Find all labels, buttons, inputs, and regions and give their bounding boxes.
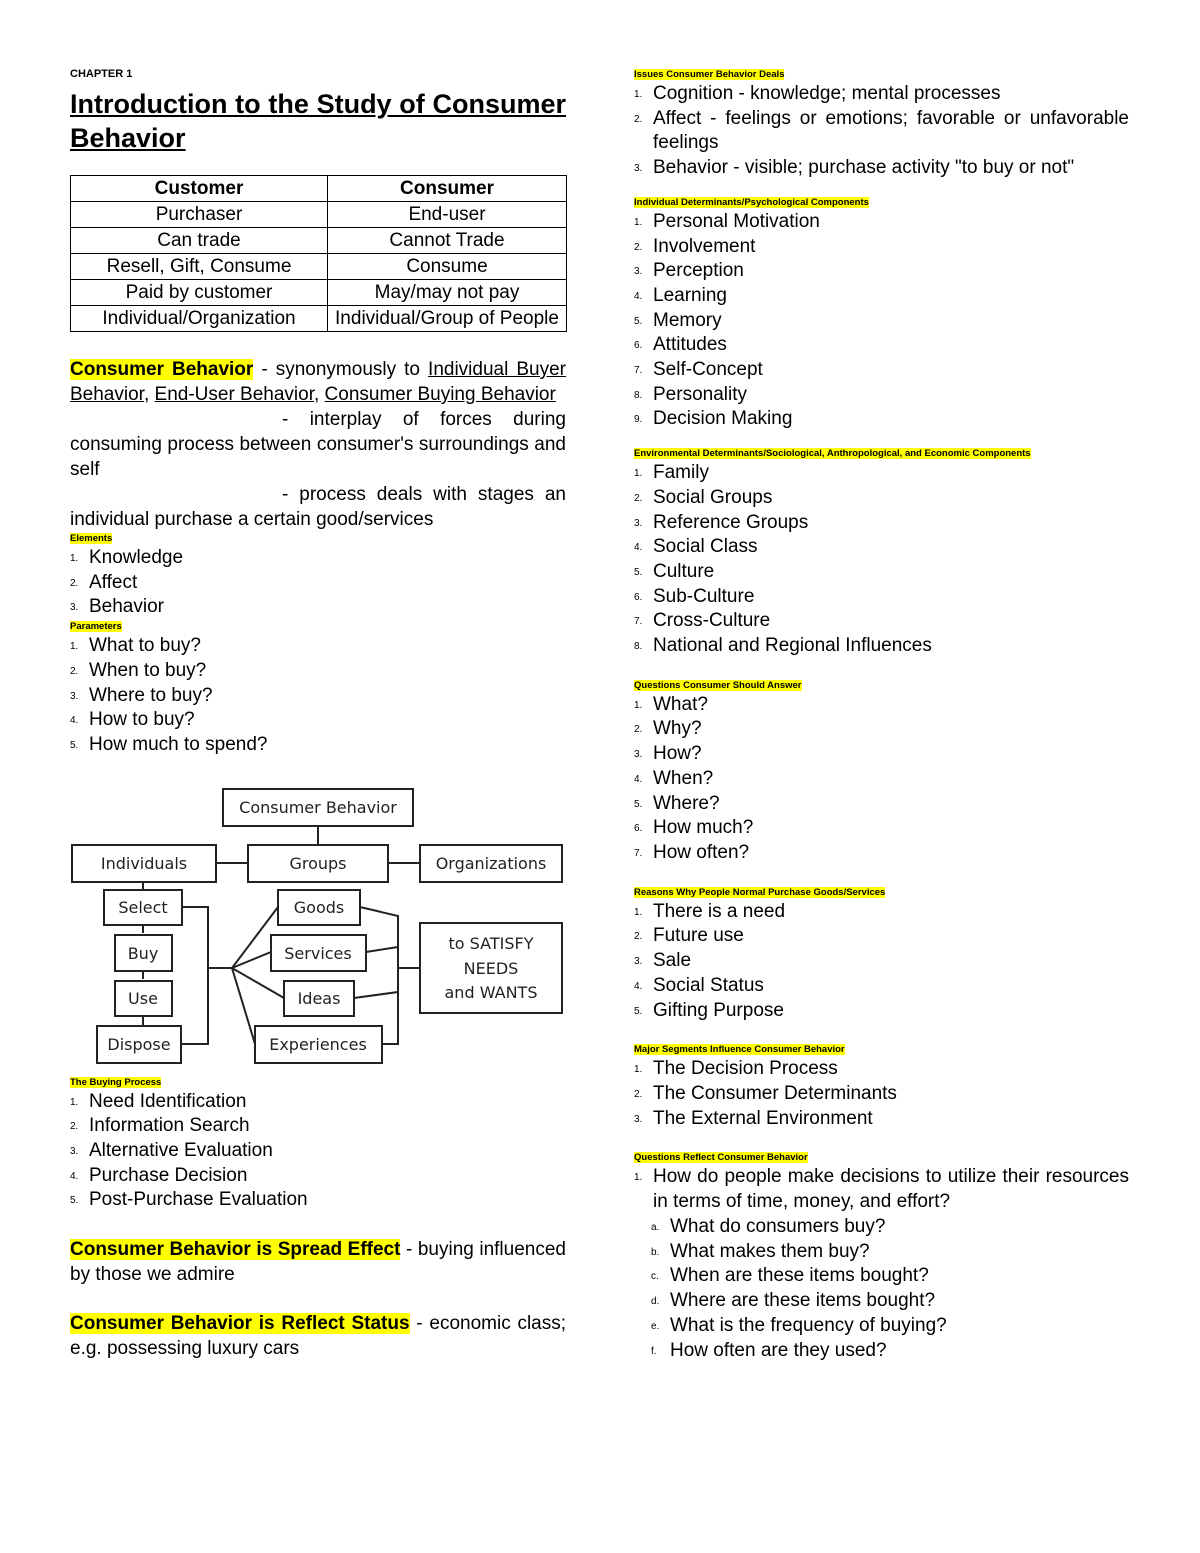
separator: , <box>143 384 155 405</box>
list-item-text: What to buy? <box>89 635 201 657</box>
list-item-text: Behavior - visible; purchase activity "to buy or not" <box>653 157 1075 179</box>
page-title: Introduction to the Study of Consumer Behavior <box>70 89 566 153</box>
list-item: 2. The Consumer Determinants <box>634 1082 897 1104</box>
list-item: 6. Attitudes <box>634 334 727 356</box>
list-item-text: There is a need <box>653 900 786 922</box>
reasons-list <box>634 900 1129 1024</box>
table-cell: Individual/Organization <box>71 306 328 332</box>
reasons-heading <box>634 886 1129 900</box>
table-cell: Cannot Trade <box>328 228 567 254</box>
table-row <box>71 280 567 306</box>
list-item-text: Purchase Decision <box>89 1164 248 1186</box>
issues-heading <box>634 68 1129 82</box>
list-item: d. Where are these items bought? <box>651 1290 936 1312</box>
definition-paragraph <box>70 357 566 407</box>
list-item: 4. How to buy? <box>70 709 195 731</box>
questions-reflect-heading <box>634 1151 1129 1165</box>
list-item: 2. Affect <box>70 571 138 593</box>
list-item-text: How much? <box>653 817 754 839</box>
list-item: 2. Information Search <box>70 1115 250 1137</box>
heading-text: Elements <box>70 533 113 544</box>
list-item-text: Affect - feelings or emotions; favorable or unfavorable feelings <box>653 107 1129 154</box>
list-item-text: When? <box>653 767 714 789</box>
heading-text: Questions Reflect Consumer Behavior <box>634 1152 808 1164</box>
list-item: 3. Perception <box>634 260 744 282</box>
synonym-3: Consumer Buying Behavior <box>324 384 556 405</box>
table-cell: Can trade <box>71 228 328 254</box>
list-item-text: The Decision Process <box>653 1058 838 1080</box>
list-item: 2. Involvement <box>634 235 756 257</box>
list-item-text: Sale <box>653 950 692 972</box>
list-item: 1. What to buy? <box>70 635 201 657</box>
elements-heading <box>70 532 566 546</box>
list-item-text: Reference Groups <box>653 511 809 533</box>
list-item: 5. Memory <box>634 309 722 331</box>
spread-effect-paragraph <box>70 1237 566 1287</box>
list-item: 5. Post-Purchase Evaluation <box>70 1189 308 1211</box>
list-item: 7. Self-Concept <box>634 359 763 381</box>
list-item-text: Involvement <box>653 235 756 257</box>
list-item-text: Post-Purchase Evaluation <box>89 1189 308 1211</box>
elements-list <box>70 546 566 620</box>
list-item-text: Information Search <box>89 1115 250 1137</box>
diagram-label-buy: Buy <box>127 943 159 963</box>
list-item-text: Affect <box>89 571 138 593</box>
list-item-text: Alternative Evaluation <box>89 1140 273 1162</box>
list-item: 2. When to buy? <box>70 659 207 681</box>
list-item: 4. Purchase Decision <box>70 1164 248 1186</box>
list-item: e. What is the frequency of buying? <box>651 1314 947 1336</box>
list-item: b. What makes them buy? <box>651 1240 870 1262</box>
connector <box>181 907 208 1044</box>
list-item-text: How often are they used? <box>670 1339 887 1361</box>
list-item-text: Culture <box>653 560 715 582</box>
table-header-customer: Customer <box>71 176 328 202</box>
diagram-label-goods: Goods <box>293 897 345 917</box>
definition-line-2: - interplay of forces during consuming process between consumer's surroundings and self <box>70 409 566 480</box>
table-row <box>71 228 567 254</box>
definition-lead: - synonymously to <box>253 359 429 380</box>
parameters-heading <box>70 620 566 634</box>
list-item-text: What? <box>653 693 708 715</box>
diagram-label-satisfy-1: to SATISFY <box>448 933 534 953</box>
list-item: 8. Personality <box>634 383 747 405</box>
diagram-label-use: Use <box>128 988 158 1008</box>
list-item: 3. The External Environment <box>634 1107 873 1129</box>
list-item: 1. How do people make decisions to utilize their resources in terms of time, money, and effort? <box>634 1166 1129 1213</box>
questions-answer-list <box>634 693 1129 866</box>
list-item: 1. What? <box>634 693 708 715</box>
connector <box>354 992 398 998</box>
list-item: 2. Future use <box>634 925 744 947</box>
list-item-text: The External Environment <box>653 1107 873 1129</box>
table-cell: Paid by customer <box>71 280 328 306</box>
list-item: 9. Decision Making <box>634 408 793 430</box>
list-item: a. What do consumers buy? <box>651 1215 886 1237</box>
consumer-behavior-diagram <box>70 786 566 1070</box>
list-item-text: Attitudes <box>653 334 727 356</box>
heading-text: Individual Determinants/Psychological Components <box>634 196 869 208</box>
list-item: 4. When? <box>634 767 714 789</box>
list-item: 2. Affect - feelings or emotions; favorable or unfavorable feelings <box>634 107 1129 154</box>
list-item-text: Social Class <box>653 536 758 558</box>
questions-answer-heading <box>634 679 1129 693</box>
spread-effect-desc: - buying influenced by those we admire <box>70 1239 566 1286</box>
list-item-text: How to buy? <box>89 709 195 731</box>
environmental-determinants-list <box>634 461 1129 659</box>
list-item: 1. There is a need <box>634 900 786 922</box>
list-item: 3. Where to buy? <box>70 684 213 706</box>
table-cell: End-user <box>328 202 567 228</box>
heading-text: Issues Consumer Behavior Deals <box>634 69 785 80</box>
connector <box>360 907 398 1044</box>
list-item: 3. Alternative Evaluation <box>70 1140 273 1162</box>
list-item: 2. Why? <box>634 718 702 740</box>
list-item-text: Why? <box>653 718 702 740</box>
individual-determinants-heading <box>634 196 1129 210</box>
list-item: 8. National and Regional Influences <box>634 635 932 657</box>
list-item-text: Gifting Purpose <box>653 999 784 1021</box>
list-item: 4. Learning <box>634 284 727 306</box>
list-item: 3. Behavior - visible; purchase activity "to buy or not" <box>634 157 1075 179</box>
list-item-text: Perception <box>653 260 744 282</box>
list-item: 1. The Decision Process <box>634 1058 838 1080</box>
list-item: 7. Cross-Culture <box>634 610 771 632</box>
customer-consumer-table <box>70 175 567 332</box>
list-item-text: Cognition - knowledge; mental processes <box>653 83 1001 104</box>
list-item: 4. Social Class <box>634 536 758 558</box>
heading-text: The Buying Process <box>70 1076 162 1088</box>
table-cell: Consume <box>328 254 567 280</box>
list-item-text: Learning <box>653 284 727 306</box>
list-item: 6. How much? <box>634 817 754 839</box>
diagram-label-dispose: Dispose <box>107 1034 171 1054</box>
list-item: 3. Behavior <box>70 596 164 618</box>
list-item-text: Sub-Culture <box>653 585 755 607</box>
table-cell: Resell, Gift, Consume <box>71 254 328 280</box>
reflect-status-term: Consumer Behavior is Reflect Status <box>70 1313 410 1335</box>
reflect-status-paragraph <box>70 1311 566 1361</box>
list-item-text: Need Identification <box>89 1090 247 1112</box>
list-item-text: Personality <box>653 383 747 405</box>
synonym-1: Individual Buyer Behavior <box>70 359 566 405</box>
list-item: 1. Knowledge <box>70 547 184 568</box>
reflect-status-desc: - economic class; e.g. possessing luxury cars <box>70 1313 567 1360</box>
individual-determinants-list <box>634 210 1129 432</box>
list-item: 5. Culture <box>634 560 715 582</box>
table-cell: Individual/Group of People <box>328 306 567 332</box>
list-item-text: Behavior <box>89 596 164 618</box>
list-item: 5. Where? <box>634 792 720 814</box>
list-item-text: Self-Concept <box>653 359 763 381</box>
list-item: 1. Cognition - knowledge; mental processes <box>634 83 1001 104</box>
table-row <box>71 202 567 228</box>
list-item: 7. How often? <box>634 841 750 863</box>
list-item: 1. Family <box>634 462 709 484</box>
list-item-text: How much to spend? <box>89 733 268 755</box>
heading-text: Reasons Why People Normal Purchase Goods/Services <box>634 886 886 898</box>
table-cell: Purchaser <box>71 202 328 228</box>
list-item: 4. Social Status <box>634 974 764 996</box>
list-item: 3. How? <box>634 743 702 765</box>
connector <box>366 947 398 952</box>
questions-reflect-sublist <box>634 1215 1129 1364</box>
synonym-2: End-User Behavior <box>154 384 314 405</box>
list-item-text: Cross-Culture <box>653 610 771 632</box>
buying-process-heading <box>70 1076 566 1090</box>
list-item-text: When to buy? <box>89 659 207 681</box>
list-item: 1. Personal Motivation <box>634 210 820 232</box>
list-item-text: Personal Motivation <box>653 210 820 232</box>
table-row <box>71 254 567 280</box>
diagram-label-select: Select <box>118 897 168 917</box>
major-segments-list <box>634 1057 1129 1131</box>
list-item-text: Knowledge <box>89 547 184 568</box>
questions-reflect-list <box>634 1165 1129 1214</box>
list-item-text: What makes them buy? <box>670 1240 870 1262</box>
list-item-text: Future use <box>653 925 744 947</box>
issues-list <box>634 82 1129 181</box>
list-item: 3. Sale <box>634 950 692 972</box>
spread-effect-term: Consumer Behavior is Spread Effect <box>70 1239 401 1261</box>
heading-text: Environmental Determinants/Sociological, Anthropological, and Economic Components <box>634 448 1031 460</box>
list-item: 5. Gifting Purpose <box>634 999 784 1021</box>
chapter-label: CHAPTER 1 <box>70 68 133 80</box>
list-item-text: What is the frequency of buying? <box>670 1314 947 1336</box>
list-item-text: How often? <box>653 841 750 863</box>
list-item-text: Where? <box>653 792 720 814</box>
heading-text: Parameters <box>70 621 122 633</box>
table-row <box>71 306 567 332</box>
list-item-text: Family <box>653 462 709 484</box>
diagram-label-top: Consumer Behavior <box>239 797 397 817</box>
parameters-list <box>70 634 566 758</box>
environmental-determinants-heading <box>634 447 1129 461</box>
table-header-consumer: Consumer <box>328 176 567 202</box>
list-item: c. When are these items bought? <box>651 1265 929 1287</box>
list-item: 2. Social Groups <box>634 486 773 508</box>
heading-text: Major Segments Influence Consumer Behavior <box>634 1044 845 1056</box>
list-item-text: Social Status <box>653 974 764 996</box>
right-column <box>634 68 1129 1364</box>
list-item-text: How? <box>653 743 702 765</box>
list-item-text: How do people make decisions to utilize their resources in terms of time, money, and effort? <box>653 1166 1129 1213</box>
left-column <box>70 68 566 1361</box>
list-item-text: Where are these items bought? <box>670 1290 936 1312</box>
definition-line-3: - process deals with stages an individual purchase a certain good/services <box>70 484 566 530</box>
list-item: 3. Reference Groups <box>634 511 809 533</box>
table-cell: May/may not pay <box>328 280 567 306</box>
list-item-text: Social Groups <box>653 486 773 508</box>
diagram-label-satisfy-3: and WANTS <box>444 982 538 1002</box>
list-item: 1. Need Identification <box>70 1090 247 1112</box>
diagram-label-services: Services <box>284 943 352 963</box>
list-item-text: Where to buy? <box>89 684 213 706</box>
list-item-text: National and Regional Influences <box>653 635 932 657</box>
major-segments-heading <box>634 1043 1129 1057</box>
list-item-text: When are these items bought? <box>670 1265 929 1287</box>
diagram-label-individuals: Individuals <box>100 853 188 873</box>
separator: , <box>313 384 325 405</box>
diagram-label-experiences: Experiences <box>269 1034 367 1054</box>
diagram-label-organizations: Organizations <box>435 853 547 873</box>
diagram-label-satisfy-2: NEEDS <box>463 958 519 978</box>
diagram-label-ideas: Ideas <box>297 988 341 1008</box>
table-header-row <box>71 176 567 202</box>
list-item: f. How often are they used? <box>651 1339 887 1361</box>
heading-text: Questions Consumer Should Answer <box>634 679 802 691</box>
list-item-text: The Consumer Determinants <box>653 1082 897 1104</box>
diagram-label-groups: Groups <box>289 853 347 873</box>
definition-term: Consumer Behavior <box>70 359 254 380</box>
list-item-text: Decision Making <box>653 408 793 430</box>
list-item: 5. How much to spend? <box>70 733 268 755</box>
list-item-text: Memory <box>653 309 722 331</box>
buying-process-list <box>70 1090 566 1214</box>
list-item: 6. Sub-Culture <box>634 585 755 607</box>
list-item-text: What do consumers buy? <box>670 1215 886 1237</box>
